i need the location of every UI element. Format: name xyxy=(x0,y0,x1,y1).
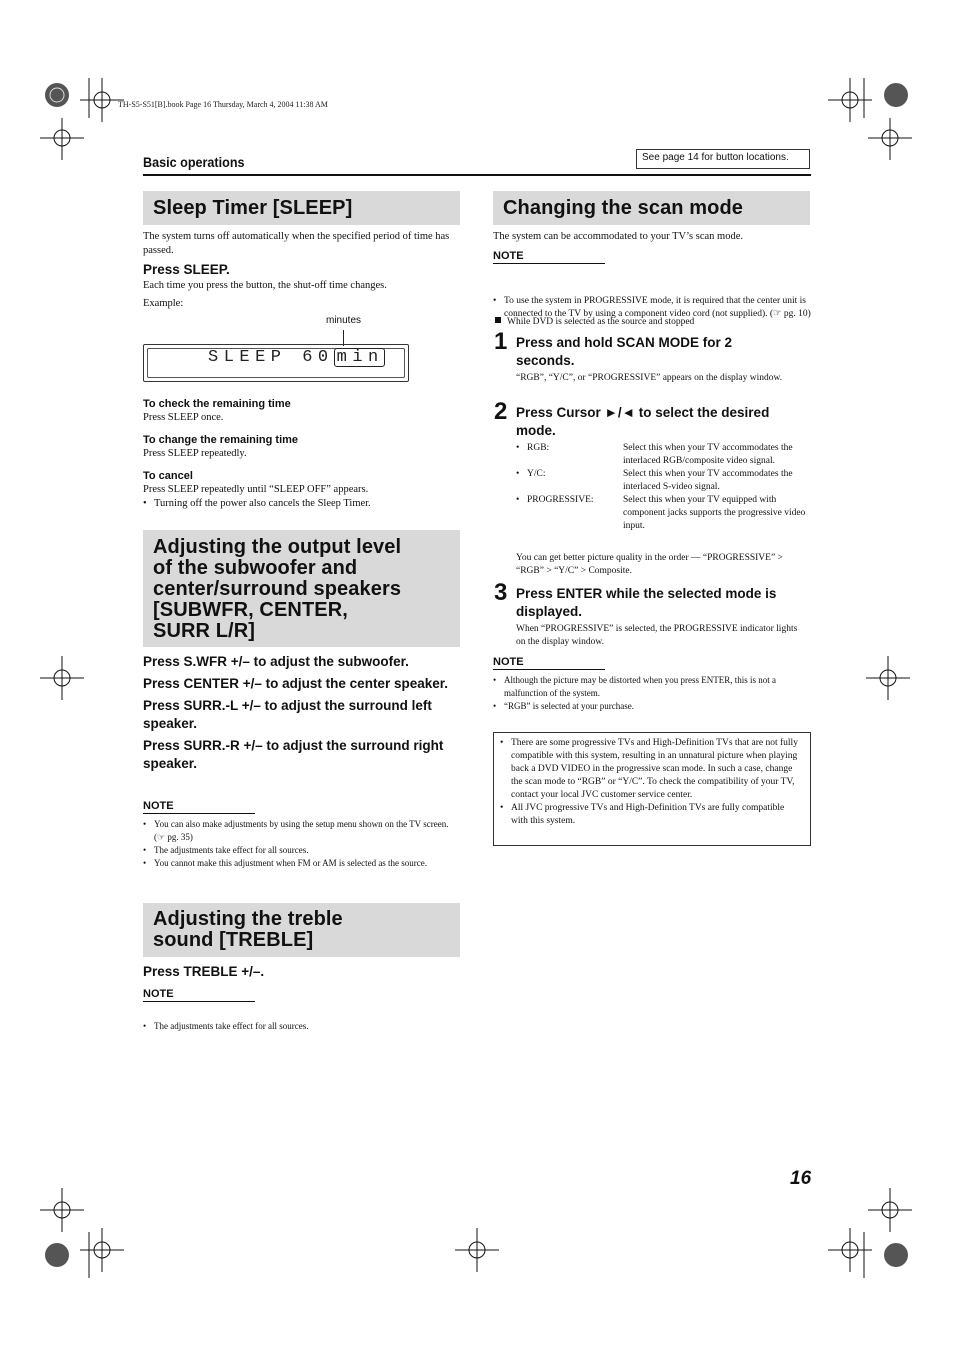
output-steps xyxy=(143,653,461,773)
tv-compat-item: • There are some progressive TVs and High-Definition TVs that are not fully compatible with this system, resulting in an unnatural picture when playing back a DVD VIDEO in the progressive scan mode. In such a case, change the scan mode to “RGB” or “Y/C”. To check the compatibility of your TV, contact your local JVC customer service center. xyxy=(500,737,802,802)
output-step: Press S.WFR +/– to adjust the subwoofer. xyxy=(143,654,409,669)
registration-mark-bottom-left xyxy=(40,1188,140,1284)
square-bullet-icon xyxy=(495,317,501,323)
mode-rgb: • RGB: Select this when your TV accommodates the interlaced RGB/composite video signal. xyxy=(516,442,812,468)
output-title-box xyxy=(143,530,460,647)
scan-note2: • Although the picture may be distorted when you press ENTER, this is not a malfunction of the system. xyxy=(493,674,811,700)
scan-note-title: NOTE xyxy=(493,250,605,264)
sleep-display-text: SLEEP 60 min xyxy=(208,348,384,367)
output-note: • You cannot make this adjustment when FM or AM is selected as the source. xyxy=(143,857,461,870)
output-step: Press SURR.-L +/– to adjust the surround left speaker. xyxy=(143,698,432,731)
mode-progressive: • PROGRESSIVE: Select this when your TV equipped with component jacks supports the progressive video input. xyxy=(516,494,812,533)
scan-title-box xyxy=(493,191,810,225)
registration-mark-right-middle xyxy=(866,656,910,700)
header-rule xyxy=(143,174,811,176)
mode-yc: • Y/C: Select this when your TV accommodates the interlaced S-video signal. xyxy=(516,468,812,494)
sleep-example: Example: xyxy=(143,298,184,309)
minutes-label: minutes xyxy=(326,315,362,326)
output-note: • The adjustments take effect for all sources. xyxy=(143,844,461,857)
sleep-display xyxy=(143,344,409,382)
step1-number: 1 xyxy=(494,328,508,355)
check-text: Press SLEEP once. xyxy=(143,412,224,423)
cancel-text: Press SLEEP repeatedly until “SLEEP OFF” appears. xyxy=(143,484,369,495)
step3-number: 3 xyxy=(494,579,508,606)
sleep-desc: Each time you press the button, the shut-off time changes. xyxy=(143,280,387,291)
output-title-line: center/surround speakers xyxy=(153,578,402,600)
output-notes xyxy=(143,818,461,870)
registration-mark-bottom-center xyxy=(455,1228,499,1272)
output-step: Press SURR.-R +/– to adjust the surround right speaker. xyxy=(143,738,444,771)
scan-note2: • “RGB” is selected at your purchase. xyxy=(493,700,811,713)
scan-intro: The system can be accommodated to your TV’s scan mode. xyxy=(493,231,743,242)
tv-compat-item: • All JVC progressive TVs and High-Definition TVs are fully compatible with this system. xyxy=(500,802,802,828)
treble-note-title: NOTE xyxy=(143,988,255,1002)
treble-title-box xyxy=(143,903,460,957)
treble-title-line: Adjusting the treble xyxy=(153,908,343,930)
sleep-intro: The system turns off automatically when the specified period of time has passed. xyxy=(143,231,450,256)
quality-order: You can get better picture quality in the order — “PROGRESSIVE” > “RGB” > “Y/C” > Composite. xyxy=(516,553,783,576)
scan-note2-title: NOTE xyxy=(493,656,605,670)
step1-text: “RGB”, “Y/C”, or “PROGRESSIVE” appears on the display window. xyxy=(516,373,783,383)
step2-number: 2 xyxy=(494,398,508,425)
registration-mark-bottom-right xyxy=(818,1188,918,1284)
page-number: 16 xyxy=(790,1168,812,1189)
registration-mark-top-left xyxy=(40,78,140,168)
cancel-title: To cancel xyxy=(143,470,193,482)
sleep-display-unit: min xyxy=(334,348,385,367)
treble-title-line: sound [TREBLE] xyxy=(153,929,314,951)
book-print-line: TH-S5-S51[B].book Page 16 Thursday, March 4, 2004 11:38 AM xyxy=(118,100,328,109)
output-title-line: SURR L/R] xyxy=(153,620,256,642)
scan-title: Changing the scan mode xyxy=(503,197,744,219)
sleep-title-box xyxy=(143,191,460,225)
treble-press: Press TREBLE +/–. xyxy=(143,964,265,979)
output-title-line: Adjusting the output level xyxy=(153,536,402,558)
sleep-title: Sleep Timer [SLEEP] xyxy=(153,197,353,219)
output-note-title: NOTE xyxy=(143,800,255,814)
step2-title: Press Cursor ►/◄ to select the desired mode. xyxy=(516,405,770,438)
step1-title: Press and hold SCAN MODE for 2 seconds. xyxy=(516,335,733,368)
scan-condition: While DVD is selected as the source and stopped xyxy=(495,316,694,329)
scan-note: • To use the system in PROGRESSIVE mode, it is required that the center unit is connected to the TV by using a component video cord (not supplied). (☞ pg. 10) xyxy=(493,295,822,321)
registration-mark-left-middle xyxy=(40,656,84,700)
mode-list xyxy=(516,442,812,533)
tv-compatibility-box xyxy=(493,732,811,846)
output-title-line: of the subwoofer and xyxy=(153,557,358,579)
change-text: Press SLEEP repeatedly. xyxy=(143,448,247,459)
change-title: To change the remaining time xyxy=(143,434,299,446)
scan-notes2 xyxy=(493,674,811,713)
cancel-bullet: • Turning off the power also cancels the Sleep Timer. xyxy=(143,497,954,511)
section-label: Basic operations xyxy=(143,154,245,170)
check-title: To check the remaining time xyxy=(143,398,291,410)
output-note: • You can also make adjustments by using the setup menu shown on the TV screen. (☞ pg. 35) xyxy=(143,818,461,844)
registration-mark-top-right xyxy=(818,78,918,168)
see-page-box: See page 14 for button locations. xyxy=(636,149,810,169)
treble-note: • The adjustments take effect for all sources. xyxy=(143,1020,954,1033)
output-title-line: [SUBWFR, CENTER, xyxy=(153,599,348,621)
step3-title: Press ENTER while the selected mode is displayed. xyxy=(516,586,777,619)
step3-text: When “PROGRESSIVE” is selected, the PROGRESSIVE indicator lights on the display window. xyxy=(516,624,798,647)
sleep-press: Press SLEEP. xyxy=(143,262,230,277)
output-step: Press CENTER +/– to adjust the center speaker. xyxy=(143,676,448,691)
